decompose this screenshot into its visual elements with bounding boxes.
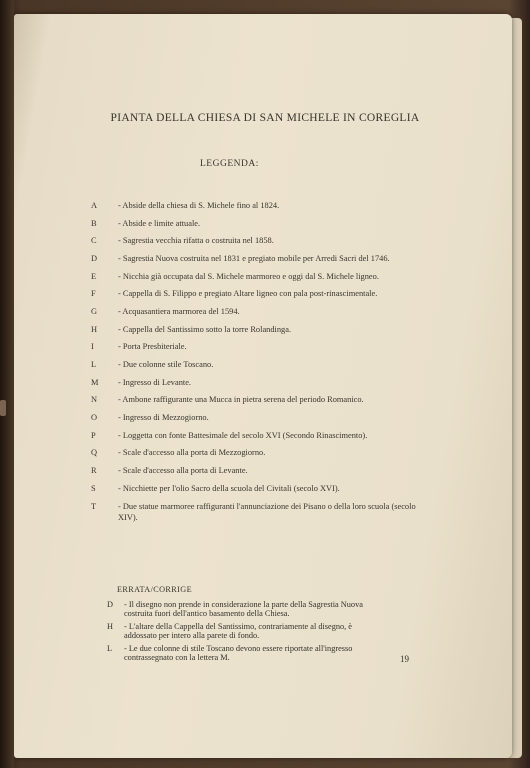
legend-letter: I (91, 342, 94, 352)
legend-text: - Sagrestia Nuova costruita nel 1831 e pregiato mobile per Arredi Sacri del 1746. (118, 253, 390, 263)
errata-title: ERRATA/CORRIGE (117, 585, 192, 594)
legend-text: - Acquasantiera marmorea del 1594. (118, 306, 240, 316)
legend-letter: L (91, 360, 97, 369)
legend-item (91, 341, 421, 353)
legend-item (91, 483, 421, 495)
legend-text: - Sagrestia vecchia rifatta o costruita nel 1858. (118, 236, 274, 246)
errata-text: - Le due colonne di stile Toscano devono essere riportate all'ingresso contrassegnato con la lettera M. (124, 643, 353, 663)
legend-item (91, 253, 421, 265)
errata-letter: H (107, 621, 113, 631)
legend-item (91, 324, 421, 336)
legend-text: - Scale d'accesso alla porta di Levante. (118, 466, 248, 476)
legend-item (91, 465, 421, 477)
legend-text: - Cappella del Santissimo sotto la torre Rolandinga. (118, 324, 292, 334)
legend-text: - Ingresso di Mezzogiorno. (118, 413, 209, 423)
legend-text: - Ambone raffigurante una Mucca in pietra serena del periodo Romanico. (118, 395, 364, 405)
legend-item (91, 235, 421, 247)
legend-text: - Nicchia già occupata dal S. Michele marmoreo e oggi dal S. Michele ligneo. (118, 271, 379, 281)
legend-item (91, 306, 421, 318)
legend-list (91, 200, 421, 530)
errata-text: - Il disegno non prende in considerazione la parte della Sagrestia Nuova costruita fuori dell'antico basamento della Chiesa. (124, 600, 363, 619)
legend-item (91, 200, 421, 212)
legend-letter: F (91, 289, 96, 299)
errata-letter: L (107, 643, 113, 653)
legend-letter: M (91, 377, 99, 387)
legend-item (91, 412, 421, 424)
legend-text: - Abside e limite attuale. (118, 218, 201, 228)
legend-text: - Abside della chiesa di S. Michele fino al 1824. (118, 201, 280, 210)
legend-item (91, 447, 421, 459)
legend-letter: A (91, 201, 98, 210)
legend-item (91, 430, 421, 442)
legend-letter: P (91, 430, 96, 440)
legend-item (91, 288, 421, 300)
legend-text: - Cappella di S. Filippo e pregiato Altare ligneo con pala post-rinascimentale. (118, 289, 378, 299)
errata-list (107, 600, 379, 665)
legend-letter: H (91, 324, 98, 334)
errata-text: - L'altare della Cappella del Santissimo, contrariamente al disegno, è addossato per intero alla parete di fondo. (124, 621, 352, 641)
legend-letter: O (91, 413, 98, 423)
legend-letter: T (91, 501, 97, 511)
errata-item (107, 600, 379, 619)
legend-letter: C (91, 236, 97, 246)
legend-letter: E (91, 271, 97, 281)
legend-text: - Ingresso di Levante. (118, 377, 192, 387)
legend-text: - Loggetta con fonte Battesimale del secolo XVI (Secondo Rinascimento). (118, 430, 368, 440)
legend-item (91, 359, 421, 371)
legend-letter: D (91, 253, 98, 263)
legend-text: - Due statue marmoree raffiguranti l'annunciazione dei Pisano o della loro scuola (secolo XIV). (118, 501, 416, 522)
legend-heading: LEGGENDA: (200, 159, 259, 169)
legend-letter: R (91, 466, 97, 476)
legend-item (91, 377, 421, 389)
legend-letter: Q (91, 448, 98, 458)
errata-letter: D (107, 600, 113, 609)
legend-item (91, 218, 421, 230)
legend-item (91, 501, 421, 524)
page-title: PIANTA DELLA CHIESA DI SAN MICHELE IN COREGLIA (110, 112, 420, 124)
legend-item (91, 271, 421, 283)
legend-text: - Scale d'accesso alla porta di Mezzogiorno. (118, 448, 266, 458)
legend-letter: N (91, 395, 98, 405)
legend-text: - Porta Presbiteriale. (118, 342, 187, 352)
legend-letter: S (91, 483, 96, 493)
legend-item (91, 394, 421, 406)
errata-item (107, 622, 379, 641)
legend-text: - Nicchiette per l'olio Sacro della scuola del Civitali (secolo XVI). (118, 483, 340, 493)
legend-letter: B (91, 218, 97, 228)
page-number: 19 (400, 654, 409, 664)
legend-letter: G (91, 306, 98, 316)
errata-item (107, 644, 379, 663)
legend-text: - Due colonne stile Toscano. (118, 360, 214, 369)
